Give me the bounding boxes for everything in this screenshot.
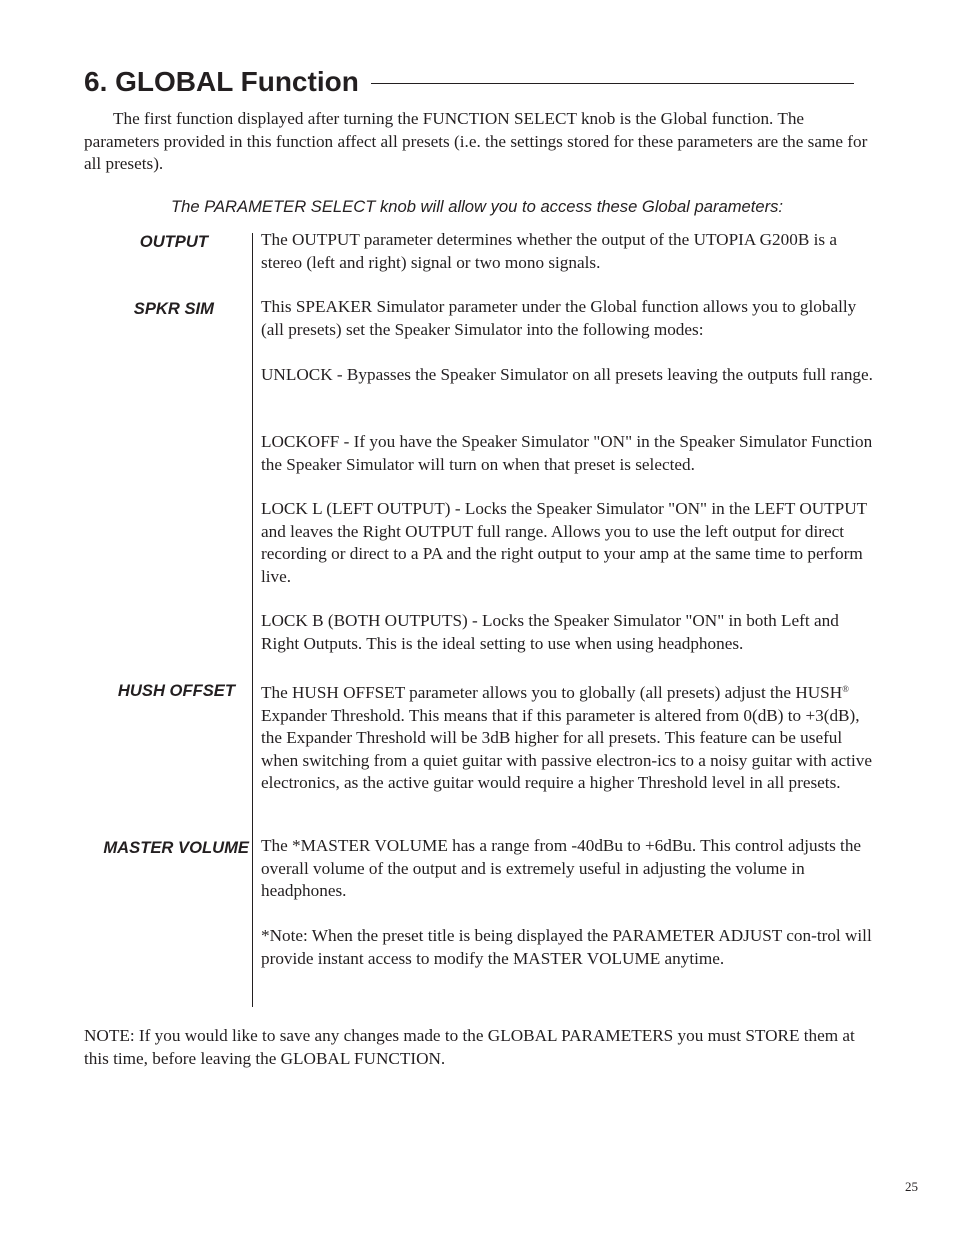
page-title: 6. GLOBAL Function xyxy=(84,66,359,97)
param-desc-output: The OUTPUT parameter determines whether the output of the UTOPIA G200B is a stereo (left and right) signal or two mono signals. xyxy=(261,230,837,272)
heading-rule xyxy=(371,83,854,84)
hush-text-b: Expander Threshold. This means that if this parameter is altered from 0(dB) to +3(dB), the Expander Threshold will be 3dB higher for all presets. This feature can be useful when switching from a quiet guitar with passive electron-ics to a noisy guitar with active electronics, as the active guitar would require a higher Threshold level in all presets. xyxy=(261,705,872,792)
param-desc-spkr-sim: This SPEAKER Simulator parameter under the Global function allows you to globally (all presets) set the Speaker Simulator into the following modes: xyxy=(261,297,857,339)
param-desc-hush-offset xyxy=(261,678,873,795)
mode-unlock: UNLOCK - Bypasses the Speaker Simulator on all presets leaving the outputs full range. xyxy=(261,365,873,384)
param-label-hush-offset: HUSH OFFSET xyxy=(117,681,235,700)
intro-paragraph: The first function displayed after turning the FUNCTION SELECT knob is the Global function. The parameters provided in this function affect all presets (i.e. the settings stored for these parameters are the same for all presets). xyxy=(84,109,868,173)
param-label-output: OUTPUT xyxy=(139,232,208,251)
hush-text-a: The HUSH OFFSET parameter allows you to globally (all presets) adjust the HUSH xyxy=(261,683,843,702)
master-volume-note: *Note: When the preset title is being displayed the PARAMETER ADJUST con-trol will provide instant access to modify the MASTER VOLUME anytime. xyxy=(261,926,872,968)
parameter-divider xyxy=(252,233,253,1007)
mode-lock-l: LOCK L (LEFT OUTPUT) - Locks the Speaker Simulator "ON" in the LEFT OUTPUT and leaves the Right OUTPUT full range. Allows you to use the left output for direct recording or direct to a PA and the right output to your amp at the same time to perform live. xyxy=(261,499,867,586)
param-label-master-volume: MASTER VOLUME xyxy=(103,838,249,857)
param-label-spkr-sim: SPKR SIM xyxy=(133,299,214,318)
section-heading xyxy=(84,62,864,102)
mode-lockoff: LOCKOFF - If you have the Speaker Simulator "ON" in the Speaker Simulator Function the Speaker Simulator will turn on when that preset is selected. xyxy=(261,432,873,474)
param-desc-master-volume: The *MASTER VOLUME has a range from -40dBu to +6dBu. This control adjusts the overall volume of the output and is extremely useful in adjusting the volume in headphones. xyxy=(261,836,862,900)
registered-mark: ® xyxy=(842,684,849,694)
page-number: 25 xyxy=(905,1179,918,1194)
store-note: NOTE: If you would like to save any changes made to the GLOBAL PARAMETERS you must STORE them at this time, before leaving the GLOBAL FUNCTION. xyxy=(84,1026,855,1068)
parameter-list-lead: The PARAMETER SELECT knob will allow you to access these Global parameters: xyxy=(170,197,784,216)
mode-lock-b: LOCK B (BOTH OUTPUTS) - Locks the Speaker Simulator "ON" in both Left and Right Outputs. This is the ideal setting to use when using headphones. xyxy=(261,611,839,653)
